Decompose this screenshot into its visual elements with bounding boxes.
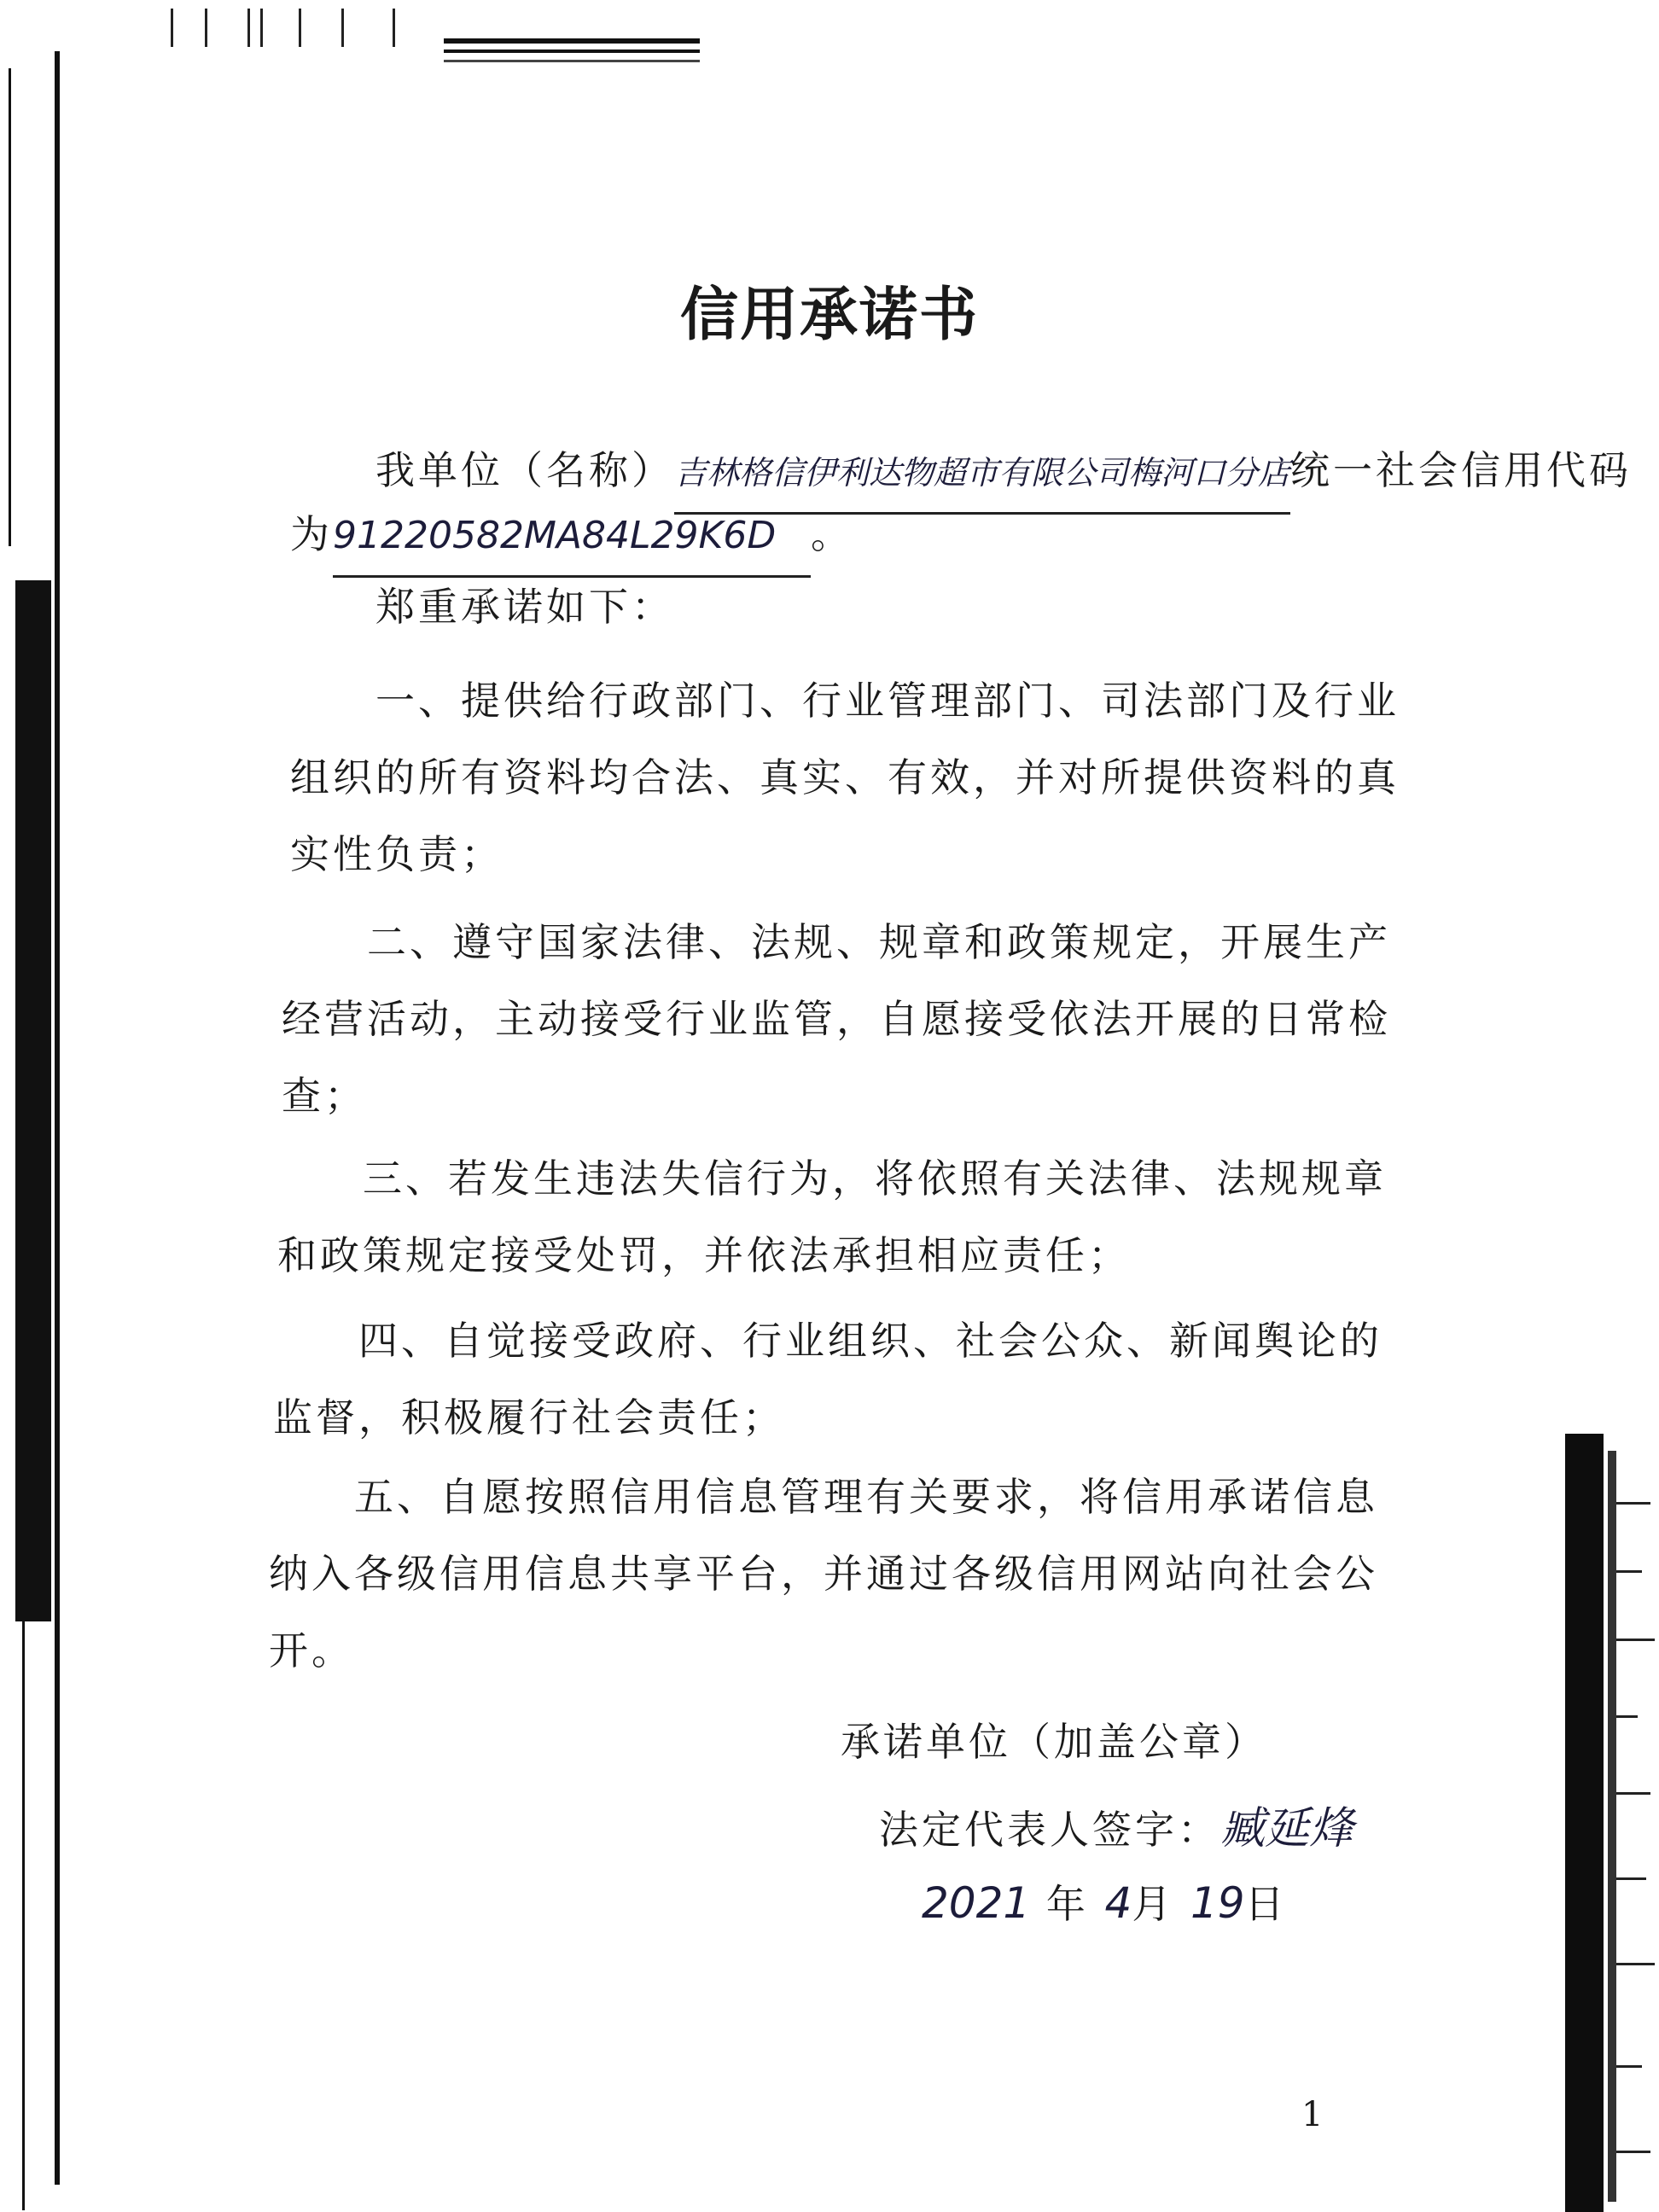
pledge-1-line-2: 组织的所有资料均合法、真实、有效，并对所提供资料的真 <box>290 754 1400 800</box>
intro-prefix: 我单位（名称） <box>375 447 674 493</box>
date-year-unit: 年 <box>1045 1881 1089 1927</box>
pledge-5-line-1: 五、自愿按照信用信息管理有关要求，将信用承诺信息 <box>354 1474 1378 1520</box>
pledge-2-line-3: 查； <box>282 1073 367 1119</box>
date-day-unit: 日 <box>1244 1881 1288 1927</box>
pledge-1-line-1: 一、提供给行政部门、行业管理部门、司法部门及行业 <box>375 678 1400 724</box>
scan-right-artifact <box>1565 1434 1659 2212</box>
pledge-3-line-1: 三、若发生违法失信行为，将依照有关法律、法规规章 <box>363 1155 1387 1202</box>
intro-line-2 <box>290 495 853 578</box>
document-title: 信用承诺书 <box>679 282 979 349</box>
company-name-handwritten: 吉林格信伊利达物超市有限公司梅河口分店 <box>674 434 1290 515</box>
pledge-2-line-1: 二、遵守国家法律、法规、规章和政策规定，开展生产 <box>367 919 1391 965</box>
date-year: 2021 <box>922 1878 1031 1928</box>
pledge-4-line-1: 四、自觉接受政府、行业组织、社会公众、新闻舆论的 <box>358 1318 1382 1364</box>
intro-period: 。 <box>811 511 853 557</box>
pledge-heading: 郑重承诺如下： <box>375 584 674 630</box>
pledge-5-line-2: 纳入各级信用信息共享平台，并通过各级信用网站向社会公 <box>269 1551 1378 1597</box>
signature-date <box>922 1873 1288 1930</box>
date-day: 19 <box>1190 1878 1245 1928</box>
legal-rep-signature: 臧延烽 <box>1220 1803 1354 1854</box>
legal-rep-line <box>879 1792 1353 1856</box>
code-prefix: 为 <box>290 511 333 557</box>
date-month-unit: 月 <box>1132 1881 1175 1927</box>
credit-code-label: 统一社会信用代码 <box>1290 447 1633 493</box>
pledge-4-line-2: 监督，积极履行社会责任； <box>273 1394 785 1441</box>
page-number: 1 <box>1301 2095 1324 2134</box>
credit-code-handwritten: 91220582MA84L29K6D <box>333 497 811 578</box>
pledge-3-line-2: 和政策规定接受处罚，并依法承担相应责任； <box>277 1232 1131 1278</box>
date-month: 4 <box>1104 1878 1132 1928</box>
pledge-5-line-3: 开。 <box>269 1627 354 1674</box>
legal-rep-label: 法定代表人签字： <box>879 1807 1220 1853</box>
pledge-1-line-3: 实性负责； <box>290 831 504 877</box>
pledge-2-line-2: 经营活动，主动接受行业监管，自愿接受依法开展的日常检 <box>282 996 1391 1042</box>
promising-unit-label: 承诺单位（加盖公章） <box>841 1719 1267 1765</box>
scan-top-artifact <box>171 0 700 68</box>
